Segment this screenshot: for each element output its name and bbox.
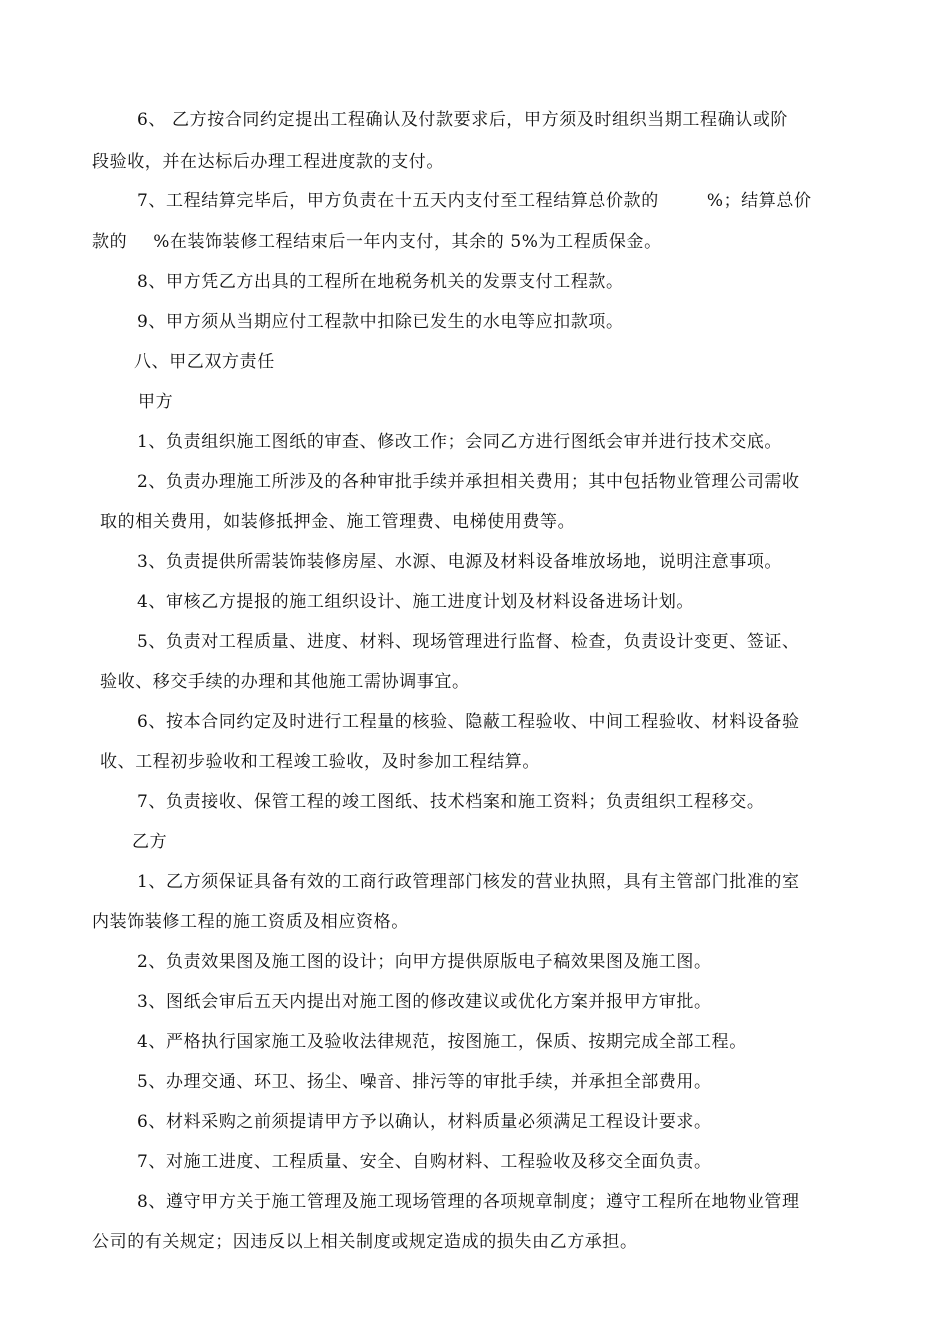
party-b-item-1-line-2: 内装饰装修工程的施工资质及相应资格。 <box>92 912 409 932</box>
party-a-item-1: 1、负责组织施工图纸的审查、修改工作；会同乙方进行图纸会审并进行技术交底。 <box>137 432 783 452</box>
party-b-item-8-line-2: 公司的有关规定；因违反以上相关制度或规定造成的损失由乙方承担。 <box>92 1232 638 1252</box>
paragraph-7-text-b: %；结算总价 <box>706 191 812 211</box>
party-a-item-2-line-1: 2、负责办理施工所涉及的各种审批手续并承担相关费用；其中包括物业管理公司需收 <box>137 472 800 492</box>
party-a-item-2-line-2: 取的相关费用，如装修抵押金、施工管理费、电梯使用费等。 <box>100 512 576 532</box>
party-a-item-6-line-2: 收、工程初步验收和工程竣工验收，及时参加工程结算。 <box>100 752 540 772</box>
party-b-item-7: 7、对施工进度、工程质量、安全、自购材料、工程验收及移交全面负责。 <box>137 1152 712 1172</box>
subheading-party-a: 甲方 <box>138 392 174 412</box>
paragraph-7-text-a: 7、工程结算完毕后，甲方负责在十五天内支付至工程结算总价款的 <box>137 191 659 211</box>
party-a-item-5-line-1: 5、负责对工程质量、进度、材料、现场管理进行监督、检查，负责设计变更、签证、 <box>137 632 800 652</box>
party-b-item-2: 2、负责效果图及施工图的设计；向甲方提供原版电子稿效果图及施工图。 <box>137 952 712 972</box>
paragraph-7-text-d: %在装饰装修工程结束后一年内支付，其余的 5%为工程质保金。 <box>153 232 662 252</box>
party-b-item-8-line-1: 8、遵守甲方关于施工管理及施工现场管理的各项规章制度；遵守工程所在地物业管理 <box>137 1192 800 1212</box>
paragraph-7-line-1 <box>137 189 872 213</box>
party-b-item-4: 4、严格执行国家施工及验收法律规范，按图施工，保质、按期完成全部工程。 <box>137 1032 747 1052</box>
party-a-item-3: 3、负责提供所需装饰装修房屋、水源、电源及材料设备堆放场地，说明注意事项。 <box>137 552 783 572</box>
party-a-item-6-line-1: 6、按本合同约定及时进行工程量的核验、隐蔽工程验收、中间工程验收、材料设备验 <box>137 712 800 732</box>
paragraph-6-line-1: 6、 乙方按合同约定提出工程确认及付款要求后，甲方须及时组织当期工程确认或阶 <box>137 110 789 130</box>
paragraph-7-line-2 <box>92 230 872 254</box>
section-heading-8: 八、甲乙双方责任 <box>134 352 275 372</box>
paragraph-8: 8、甲方凭乙方出具的工程所在地税务机关的发票支付工程款。 <box>137 272 624 292</box>
party-a-item-4: 4、审核乙方提报的施工组织设计、施工进度计划及材料设备进场计划。 <box>137 592 695 612</box>
party-b-item-1-line-1: 1、乙方须保证具备有效的工商行政管理部门核发的营业执照，具有主管部门批准的室 <box>137 872 800 892</box>
paragraph-6-line-2: 段验收，并在达标后办理工程进度款的支付。 <box>92 152 444 172</box>
paragraph-9: 9、甲方须从当期应付工程款中扣除已发生的水电等应扣款项。 <box>137 312 624 332</box>
party-a-item-7: 7、负责接收、保管工程的竣工图纸、技术档案和施工资料；负责组织工程移交。 <box>137 792 765 812</box>
party-b-item-3: 3、图纸会审后五天内提出对施工图的修改建议或优化方案并报甲方审批。 <box>137 992 712 1012</box>
party-b-item-5: 5、办理交通、环卫、扬尘、噪音、排污等的审批手续，并承担全部费用。 <box>137 1072 712 1092</box>
party-a-item-5-line-2: 验收、移交手续的办理和其他施工需协调事宜。 <box>100 672 470 692</box>
subheading-party-b: 乙方 <box>132 832 168 852</box>
party-b-item-6: 6、材料采购之前须提请甲方予以确认，材料质量必须满足工程设计要求。 <box>137 1112 712 1132</box>
paragraph-7-text-c: 款的 <box>92 232 128 252</box>
